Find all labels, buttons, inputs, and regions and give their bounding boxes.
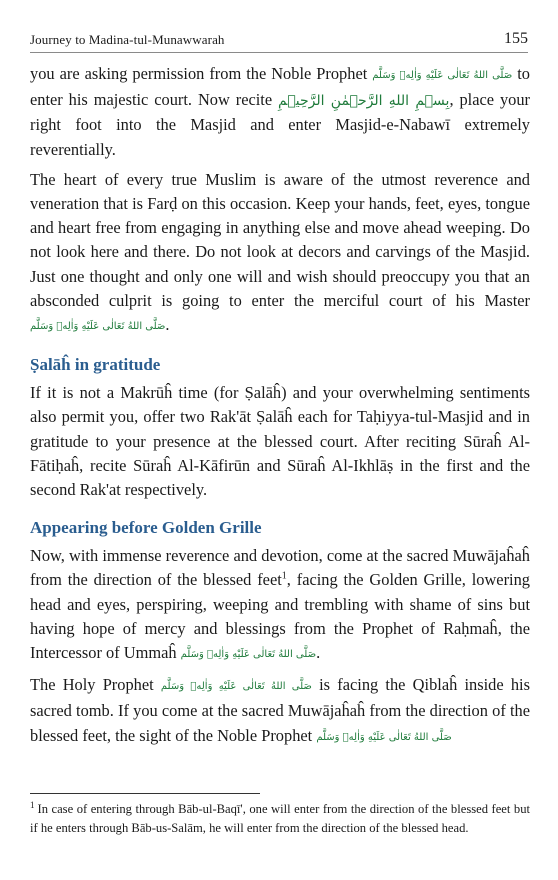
paragraph (30, 62, 530, 162)
section-heading-golden-grille: Appearing before Golden Grille (30, 518, 262, 538)
footnote-reference[interactable]: 1 (281, 570, 287, 582)
footnote (30, 800, 530, 837)
salutation-calligraphy: صَلَّى اللهُ تَعَالٰی عَلَیْهِ وَاٰلِهٖ وَسَلَّم (316, 731, 452, 743)
paragraph-text: to enter his majestic court. Now recite (30, 64, 530, 110)
paragraph-text: . (316, 643, 321, 663)
paragraph: If it is not a Makrūĥ time (for Ṣalāĥ) and your overwhelming sentiments also permit you, offer two Rak'āt Ṣalāĥ each for Taḥiyya-tul-Masjid and in gratitude to your presence at the blessed court. After reciting Sūraĥ Al-Fātiḥaĥ, recite Sūraĥ Al-Kāfirūn and Sūraĥ Al-Ikhlāṣ in the first and the second Rak'at respectively. (30, 383, 530, 500)
footnote-mark: 1 (30, 799, 35, 810)
page-number: 155 (504, 30, 528, 47)
paragraph-text: you are asking permission from the Noble Prophet (30, 64, 373, 83)
footnote-text: In case of entering through Bāb-ul-Baqī', one will enter from the direction of the blessed feet but if he enters through Bāb-us-Salām, he will enter from the direction of the blessed head. (30, 802, 530, 835)
footnote-divider (30, 793, 260, 794)
salutation-calligraphy: صَلَّى اللهُ تَعَالٰی عَلَیْهِ وَاٰلِهٖ وَسَلَّم (160, 681, 312, 693)
paragraph-text: , place your right foot into the Masjid and enter Masjid-e-Nabawī extremely reverentially. (30, 90, 530, 159)
paragraph (30, 544, 530, 667)
paragraph-text: The Holy Prophet (30, 675, 161, 695)
salutation-calligraphy: صَلَّى اللهُ تَعَالٰی عَلَیْهِ وَاٰلِهٖ وَسَلَّم (30, 321, 166, 333)
bismillah-calligraphy: بِسۡمِ اللهِ الرَّحۡمٰنِ الرَّحِیۡمِ (278, 93, 450, 110)
running-title: Journey to Madina-tul-Munawwarah (30, 32, 225, 47)
page-header (30, 22, 528, 53)
salutation-calligraphy: صَلَّى اللهُ تَعَالٰی عَلَیْهِ وَاٰلِهٖ وَسَلَّم (180, 649, 317, 661)
paragraph (30, 168, 530, 339)
paragraph (30, 673, 530, 750)
paragraph-text: . (165, 315, 170, 335)
page-body (30, 62, 530, 756)
paragraph-text: Now, with immense reverence and devotion, come at the sacred Muwājaĥaĥ from the direction of the blessed feet (30, 546, 530, 590)
salutation-calligraphy: صَلَّى اللهُ تَعَالٰی عَلَیْهِ وَاٰلِهٖ وَسَلَّم (372, 70, 513, 81)
paragraph-text: is facing the Qiblaĥ inside his sacred tomb. If you come at the sacred Muwājaĥaĥ from the direction of the blessed feet, the sight of the Noble Prophet (30, 675, 530, 745)
paragraph-text: , facing the Golden Grille, lowering head and eyes, perspiring, weeping and trembling with shame of sins but having hope of mercy and blessings from the Prophet of Raḥmaĥ, the Intercessor of Ummaĥ (30, 570, 530, 663)
paragraph-text: The heart of every true Muslim is aware of the utmost reverence and veneration that is Farḍ on this occasion. Keep your hands, feet, eyes, tongue and heart free from engaging in anything else and move ahead weeping. Do not look here and there. Do not look at decors and carvings of the Masjid. Just one thought and only one will and wish should preoccupy you that an absconded culprit is going to enter the merciful court of his Master (30, 169, 530, 310)
section-heading-salah-in-gratitude: Ṣalāĥ in gratitude (30, 355, 161, 375)
